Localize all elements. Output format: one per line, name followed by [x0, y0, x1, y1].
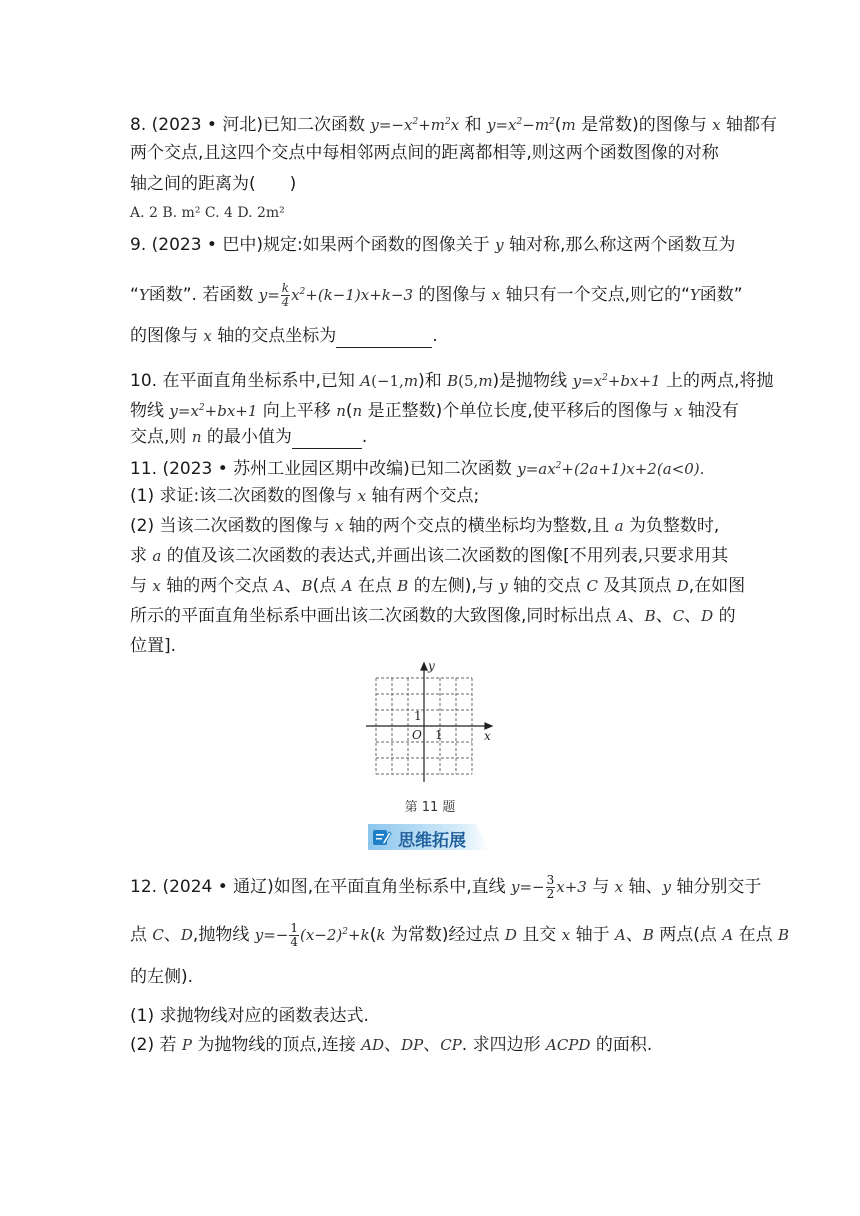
math: a [152, 547, 162, 565]
numerator: 3 [546, 872, 555, 887]
fraction [546, 874, 556, 901]
text: 点 [130, 925, 153, 945]
text: 函数” [699, 285, 743, 305]
answer-blank[interactable] [292, 430, 362, 449]
math: B [447, 372, 459, 390]
q11-line-5 [130, 574, 745, 598]
text: ( [369, 925, 377, 945]
math: y=x [169, 402, 199, 420]
math: C [672, 607, 685, 625]
math: +bx+1 [204, 402, 258, 420]
math: y [495, 236, 504, 254]
text: 轴的交点坐标为 [211, 326, 337, 346]
text: 和 [459, 115, 488, 135]
q8-line-2: 两个交点,且这四个交点中每相邻两点间的距离都相等,则这两个函数图像的对称 [130, 143, 719, 163]
math: x [203, 327, 212, 345]
math: y= [258, 286, 280, 304]
text: 是常数)的图像与 [575, 115, 713, 135]
math: y [499, 577, 508, 595]
math: (−1, [371, 372, 404, 390]
math: (5, [458, 372, 479, 390]
math: +(2a+1)x+2(a<0). [561, 460, 705, 478]
math: y=− [254, 926, 289, 944]
section-title: 思维拓展 [398, 831, 466, 851]
y-axis-label: y [428, 659, 435, 673]
math: x [357, 487, 367, 505]
text: 、 [627, 606, 645, 626]
q11-line-6 [130, 604, 736, 628]
text: 在点 [352, 576, 398, 596]
math: D [180, 926, 193, 944]
denominator: 2 [546, 886, 555, 901]
q12-line-5 [130, 1033, 652, 1057]
coordinate-grid-figure [362, 658, 498, 784]
math: A [360, 372, 372, 390]
math: B [644, 607, 656, 625]
text: 的最小值为 [201, 427, 292, 447]
text: 交点,则 [130, 427, 192, 447]
math: x [491, 286, 501, 304]
math: CP [440, 1036, 462, 1054]
math: P [181, 1036, 192, 1054]
math: m [561, 116, 576, 134]
text: 、 [684, 606, 702, 626]
q11-line-1 [130, 454, 704, 481]
text: (1) 求证:该二次函数的图像与 [130, 486, 358, 506]
math: y=−x [370, 116, 413, 134]
text: 、 [163, 925, 181, 945]
text: )是抛物线 [492, 371, 573, 391]
text: ,在如图 [688, 576, 746, 596]
math: x [674, 402, 683, 420]
q10-line-1 [130, 366, 773, 393]
text: 与 [130, 576, 153, 596]
text: 的左侧),与 [408, 576, 500, 596]
text: 轴分别交于 [671, 877, 762, 897]
q8-line-1 [130, 110, 777, 137]
math: A [616, 607, 628, 625]
math: k [376, 926, 386, 944]
q9-line-3 [130, 324, 438, 348]
math: y=x [572, 372, 603, 390]
math: DP [401, 1036, 424, 1054]
math: D [504, 926, 517, 944]
math: ACPD [545, 1036, 591, 1054]
q12-line-1 [130, 872, 761, 902]
math: B [301, 577, 313, 595]
text: 在点 [733, 925, 778, 945]
text: 、 [284, 576, 302, 596]
text: 12. (2024 • 通辽)如图,在平面直角坐标系中,直线 [130, 877, 512, 897]
text: 轴的交点 [507, 576, 587, 596]
answer-blank[interactable] [336, 329, 432, 348]
text: 9. (2023 • 巴中)规定:如果两个函数的图像关于 [130, 235, 496, 255]
formula: $y=x^2-m^2$ [487, 116, 555, 134]
math: −m [522, 116, 550, 134]
math: m [478, 372, 493, 390]
text: 、 [625, 925, 643, 945]
text: ,抛物线 [192, 925, 255, 945]
text: . [432, 326, 438, 346]
numerator: 1 [290, 920, 298, 935]
math: x [291, 286, 300, 304]
text: 为负整数时, [623, 516, 720, 536]
text: ) [289, 174, 297, 194]
text: 两点(点 [653, 925, 723, 945]
q12-line-3: 的左侧). [130, 967, 194, 987]
math: y=x [487, 116, 517, 134]
math: +m [418, 116, 445, 134]
text: 轴的两个交点的横坐标均为整数,且 [343, 516, 615, 536]
text: 轴之间的距离为( [130, 174, 256, 194]
math: D [676, 577, 689, 595]
q10-line-2 [130, 396, 739, 423]
math: n [352, 402, 363, 420]
q9-line-2 [130, 274, 743, 313]
text: 上的两点,将抛 [660, 371, 774, 391]
text: 10. 在平面直角坐标系中,已知 [130, 371, 361, 391]
text: 轴对称,那么称这两个函数互为 [503, 235, 736, 255]
text: 及其顶点 [597, 576, 677, 596]
denominator: 4 [281, 294, 290, 309]
text: 的图像与 [130, 326, 204, 346]
formula: $y=ax^2+(2a+1)x+2(a<0)$. [517, 460, 705, 478]
numerator: k [281, 280, 290, 295]
text: 向上平移 [257, 401, 337, 421]
fraction [281, 282, 290, 309]
denominator: 4 [290, 934, 298, 949]
text: 函数”. 若函数 [148, 285, 259, 305]
origin-label: O [412, 728, 422, 742]
text: 的 [713, 606, 736, 626]
math: A [341, 577, 353, 595]
math: C [586, 577, 598, 595]
math: +k [348, 926, 370, 944]
text: 11. (2023 • 苏州工业园区期中改编)已知二次函数 [130, 459, 518, 479]
text: 轴没有 [682, 401, 739, 421]
text: 、 [423, 1035, 441, 1055]
text: . 求四边形 [461, 1035, 546, 1055]
text: )和 [418, 371, 448, 391]
math: y=− [511, 878, 545, 896]
formula: $(x-2)^2+k$ [300, 926, 370, 944]
figure-caption: 第 11 题 [404, 800, 456, 815]
text: 轴只有一个交点,则它的“ [500, 285, 690, 305]
text: 为常数)经过点 [385, 925, 505, 945]
q12-line-4: (1) 求抛物线对应的函数表达式. [130, 1006, 369, 1026]
text: 8. (2023 • 河北)已知二次函数 [130, 115, 371, 135]
text: 是正整数)个单位长度,使平移后的图像与 [362, 401, 675, 421]
math: x [152, 577, 161, 595]
pencil-note-icon [372, 827, 392, 847]
text: 的图像与 [412, 285, 492, 305]
text: (点 [312, 576, 342, 596]
formula: $x^2+(k-1)x+k-3$ [291, 286, 413, 304]
text: 轴有两个交点; [366, 486, 480, 506]
math: a [614, 517, 624, 535]
math: n [191, 428, 202, 446]
y-unit-label: 1 [414, 709, 422, 723]
math: x [712, 116, 721, 134]
text: . [361, 427, 368, 447]
formula: $y=x^2+bx+1$ [572, 372, 661, 390]
text: 轴都有 [720, 115, 777, 135]
x-axis-label: x [484, 729, 491, 743]
text: 求 [130, 546, 153, 566]
text: 与 [586, 877, 615, 897]
x-unit-label: 1 [435, 728, 443, 742]
math: B [642, 926, 654, 944]
q11-line-4 [130, 544, 728, 568]
math: y=ax [517, 460, 556, 478]
math: AD [361, 1036, 385, 1054]
math: m [403, 372, 419, 390]
q12-line-2 [130, 917, 789, 950]
q11-line-3 [130, 514, 719, 538]
math: A [273, 577, 285, 595]
math: x [450, 116, 460, 134]
text: 所示的平面直角坐标系中画出该二次函数的大致图像,同时标出点 [130, 606, 617, 626]
text: 轴的两个交点 [160, 576, 274, 596]
formula: $y=-x^2+m^2x$ [370, 116, 460, 134]
math: D [701, 607, 714, 625]
q8-line-3 [130, 172, 296, 196]
text: 、 [655, 606, 673, 626]
q9-line-1 [130, 233, 735, 257]
text: (2) 若 [130, 1035, 182, 1055]
math: C [152, 926, 164, 944]
text: 的面积. [590, 1035, 653, 1055]
text: 物线 [130, 401, 170, 421]
math: A [615, 926, 626, 944]
q8-options: A. 2 B. m² C. 4 D. 2m² [130, 205, 285, 221]
math: A [722, 926, 734, 944]
q11-line-2 [130, 484, 479, 508]
math: Y [689, 286, 700, 304]
math: +(k−1)x+k−3 [305, 286, 413, 304]
math: B [777, 926, 790, 944]
math: y [662, 878, 672, 896]
text: 的值及该二次函数的表达式,并画出该二次函数的图像[不用列表,只要求用其 [161, 546, 729, 566]
math: B [397, 577, 409, 595]
math: Y [138, 286, 149, 304]
text: 为抛物线的顶点,连接 [191, 1035, 362, 1055]
math: x+3 [556, 878, 587, 896]
text: 轴于 [570, 925, 615, 945]
math: (x−2) [300, 926, 343, 944]
q10-line-3 [130, 425, 367, 449]
text: “ [130, 285, 139, 305]
math: x [561, 926, 571, 944]
text: (2) 当该二次函数的图像与 [130, 516, 335, 536]
text: ( [554, 115, 562, 135]
text: 轴、 [623, 877, 663, 897]
text: ( [345, 401, 353, 421]
math: x [334, 517, 344, 535]
math: +bx+1 [607, 372, 661, 390]
math: n [336, 402, 346, 420]
text: 且交 [516, 925, 562, 945]
formula: $y=x^2+bx+1$ [169, 402, 258, 420]
y-axis-arrow [421, 663, 427, 670]
section-banner [368, 824, 490, 850]
fraction [289, 922, 299, 949]
math: x [614, 878, 624, 896]
q11-line-7: 位置]. [130, 636, 177, 656]
text: 、 [384, 1035, 402, 1055]
